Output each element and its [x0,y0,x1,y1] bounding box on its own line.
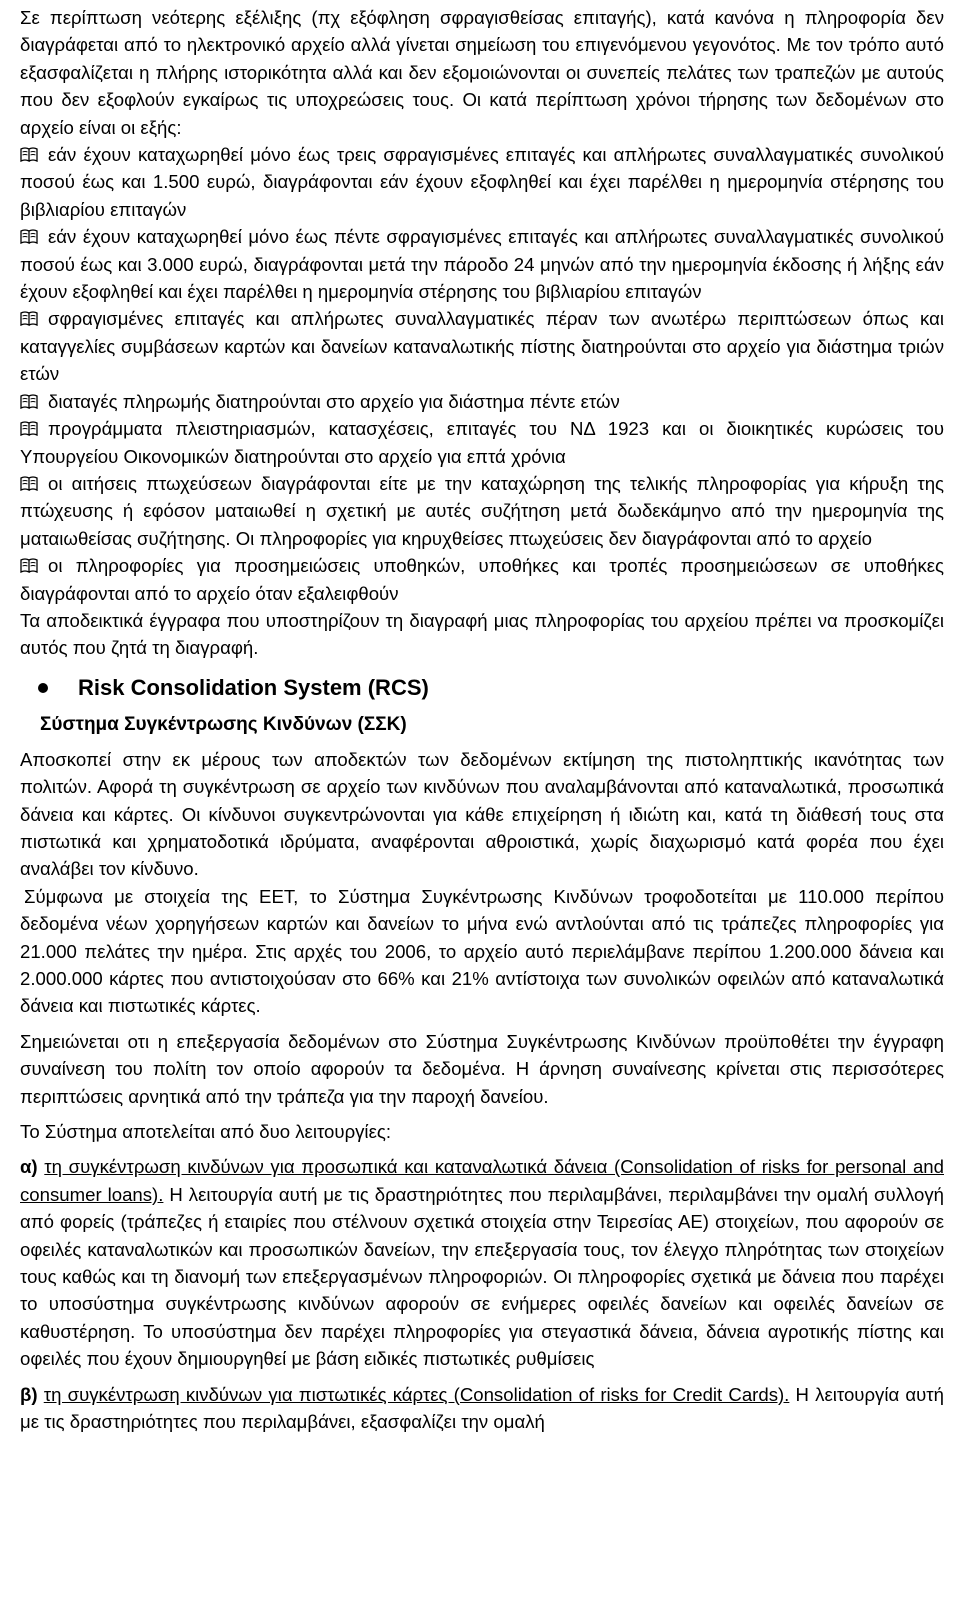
function-a-marker: α) [20,1156,38,1178]
book-icon [20,147,38,162]
consent-paragraph: Σημειώνεται οτι η επεξεργασία δεδομένων στο Σύστημα Συγκέντρωσης Κινδύνων προϋποθέτει την έγγραφη συναίνεση του πολίτη τον οποίο αφορούν τα δεδομένα. Η άρνηση συναίνεσης κρίνεται στις περισσότερες περιπτώσεις αρνητικά από την τράπεζα για την παροχή δανείου. [20,1030,944,1107]
list-item [20,470,944,552]
evidence-paragraph: Τα αποδεικτικά έγγραφα που υποστηρίζουν τη διαγραφή μιας πληροφορίας του αρχείου πρέπει να προσκομίζει αυτός που ζητά τη διαγραφή. [20,609,944,659]
bullet-dot-icon [38,683,48,693]
eet-paragraph: Σύμφωνα με στοιχεία της ΕΕΤ, το Σύστημα Συγκέντρωσης Κινδύνων τροφοδοτείται με 110.000 περίπου δεδομένα νέων χορηγήσεων καρτών και δανείων το μήνα ενώ αντλούνται από τις τράπεζες πληροφορίες για 21.000 πελάτες την ημέρα. Στις αρχές του 2006, το αρχείο αυτό περιελάμβανε περίπου 1.200.000 δάνεια και 2.000.000 κάρτες που αντιστοιχούσαν στο 66% και 21% αντίστοιχα των συνολικών οφειλών από καταναλωτικά δάνεια και πιστωτικές κάρτες. [20,885,944,1017]
section-title: Risk Consolidation System (RCS) [78,674,429,700]
list-item-text: σφραγισμένες επιταγές και απλήρωτες συναλλαγματικές πέραν των ανωτέρω περιπτώσεων όπως και καταγγελίες συμβάσεων καρτών και δανείων καταναλωτικής πίστης διατηρούνται στο αρχείο για διάστημα τριών ετών [20,308,944,385]
list-item [20,415,944,470]
list-item [20,388,944,415]
functions-intro: Το Σύστημα αποτελείται από δυο λειτουργίες: [20,1121,391,1143]
list-item [20,552,944,607]
book-icon [20,558,38,573]
function-a-title: τη συγκέντρωση κινδύνων για προσωπικά και καταναλωτικά δάνεια (Consolidation of risks for personal and consumer loans). [20,1156,944,1205]
section-subtitle: Σύστημα Συγκέντρωσης Κινδύνων (ΣΣΚ) [40,713,407,735]
list-item-text: εάν έχουν καταχωρηθεί μόνο έως πέντε σφραγισμένες επιταγές και απλήρωτες συναλλαγματικές συνολικού ποσού έως και 3.000 ευρώ, διαγράφονται μετά την πάροδο 24 μηνών από την ημερομηνία έκδοσης ή λήξης εάν έχουν εξοφληθεί και έχει παρέλθει η ημερομηνία στέρησης του βιβλιαρίου επιταγών [20,226,944,303]
purpose-paragraph: Αποσκοπεί στην εκ μέρους των αποδεκτών των δεδομένων εκτίμηση της πιστοληπτικής ικανότητας των πολιτών. Αφορά τη συγκέντρωση σε αρχείο των κινδύνων που αναλαμβάνονται από καταναλωτικά, προσωπικά δάνεια και κάρτες. Οι κίνδυνοι συγκεντρώνονται για κάθε επιχείρηση ή ιδιώτη και, κατά τη διάθεσή τους στα πιστωτικά και χρηματοδοτικά ιδρύματα, αναφέρονται αθροιστικά, χωρίς διαχωρισμό κατά φορέα που έχει αναλάβει τον κίνδυνο. [20,748,944,880]
function-b-title: τη συγκέντρωση κινδύνων για πιστωτικές κάρτες (Consolidation of risks for Credit Cards). [43,1383,790,1405]
list-item [20,223,944,305]
function-b-paragraph [20,1381,944,1436]
function-a-text: Η λειτουργία αυτή με τις δραστηριότητες που περιλαμβάνει, περιλαμβάνει την ομαλή συλλογή από φορείς (τράπεζες ή εταιρίες που στέλνουν σχετικά στοιχεία στην Τειρεσίας ΑΕ) στοιχείων, που αφορούν σε οφειλές καταναλωτικών και προσωπικών δανείων, την επεξεργασία τους, τον έλεγχο πληρότητας των στοιχείων τους καθώς και τη διανομή των επεξεργασμένων πληροφοριών. Οι πληροφορίες σχετικά με δάνεια που παρέχει το υποσύστημα συγκέντρωσης κινδύνων αφορούν σε ενήμερες οφειλές δανείων και οφειλές δανείων σε καθυστέρηση. Το υποσύστημα δεν παρέχει πληροφορίες για στεγαστικά δάνεια, δάνεια αγροτικής πίστης και οφειλές που έχουν δημιουργηθεί με βάση ειδικές πιστωτικές ρυθμίσεις [20,1183,944,1370]
list-item-text: προγράμματα πλειστηριασμών, κατασχέσεις, επιταγές του ΝΔ 1923 και οι διοικητικές κυρώσεις του Υπουργείου Οικονομικών διατηρούνται στο αρχείο για επτά χρόνια [20,418,944,467]
function-b-marker: β) [20,1383,38,1405]
list-item-text: οι πληροφορίες για προσημειώσεις υποθηκών, υποθήκες και τροπές προσημειώσεων σε υποθήκες διαγράφονται από το αρχείο όταν εξαλειφθούν [20,555,944,604]
book-icon [20,311,38,326]
book-icon [20,476,38,491]
list-item-text: οι αιτήσεις πτωχεύσεων διαγράφονται είτε με την καταχώρηση της τελικής πληροφορίας για κήρυξη της πτώχευσης ή εφόσον ματαιωθεί η σχετική με αυτές συζήτηση μετά δωδεκάμηνο από την ημερομηνία της ματαιωθείσας συζήτησης. Οι πληροφορίες για κηρυχθείσες πτωχεύσεις δεν διαγράφονται από το αρχείο [20,472,944,549]
list-item [20,305,944,387]
section-heading [20,672,944,704]
book-icon [20,421,38,436]
book-icon [20,394,38,409]
list-item-text: διαταγές πληρωμής διατηρούνται στο αρχείο για διάστημα πέντε ετών [48,390,620,412]
list-item [20,141,944,223]
retention-list [20,141,944,607]
function-b-text: Η λειτουργία αυτή με τις δραστηριότητες που περιλαμβάνει, εξασφαλίζει την ομαλή [20,1383,944,1433]
function-a-paragraph [20,1153,944,1372]
intro-paragraph: Σε περίπτωση νεότερης εξέλιξης (πχ εξόφληση σφραγισθείσας επιταγής), κατά κανόνα η πληροφορία δεν διαγράφεται από το ηλεκτρονικό αρχείο αλλά γίνεται σημείωση του επιγενόμενου γεγονότος. Με τον τρόπο αυτό εξασφαλίζεται η πλήρης ιστορικότητα αλλά και δεν εξομοιώνονται οι συνεπείς πελάτες των τραπεζών με αυτούς που δεν εξοφλούν εγκαίρως τις υποχρεώσεις τους. Οι κατά περίπτωση χρόνοι τήρησης των δεδομένων στο αρχείο είναι οι εξής: [20,7,944,138]
list-item-text: εάν έχουν καταχωρηθεί μόνο έως τρεις σφραγισμένες επιταγές και απλήρωτες συναλλαγματικές συνολικού ποσού έως και 1.500 ευρώ, διαγράφονται εάν έχουν εξοφληθεί και έχει παρέλθει η ημερομηνία στέρησης του βιβλιαρίου επιταγών [20,144,944,220]
book-icon [20,229,38,244]
